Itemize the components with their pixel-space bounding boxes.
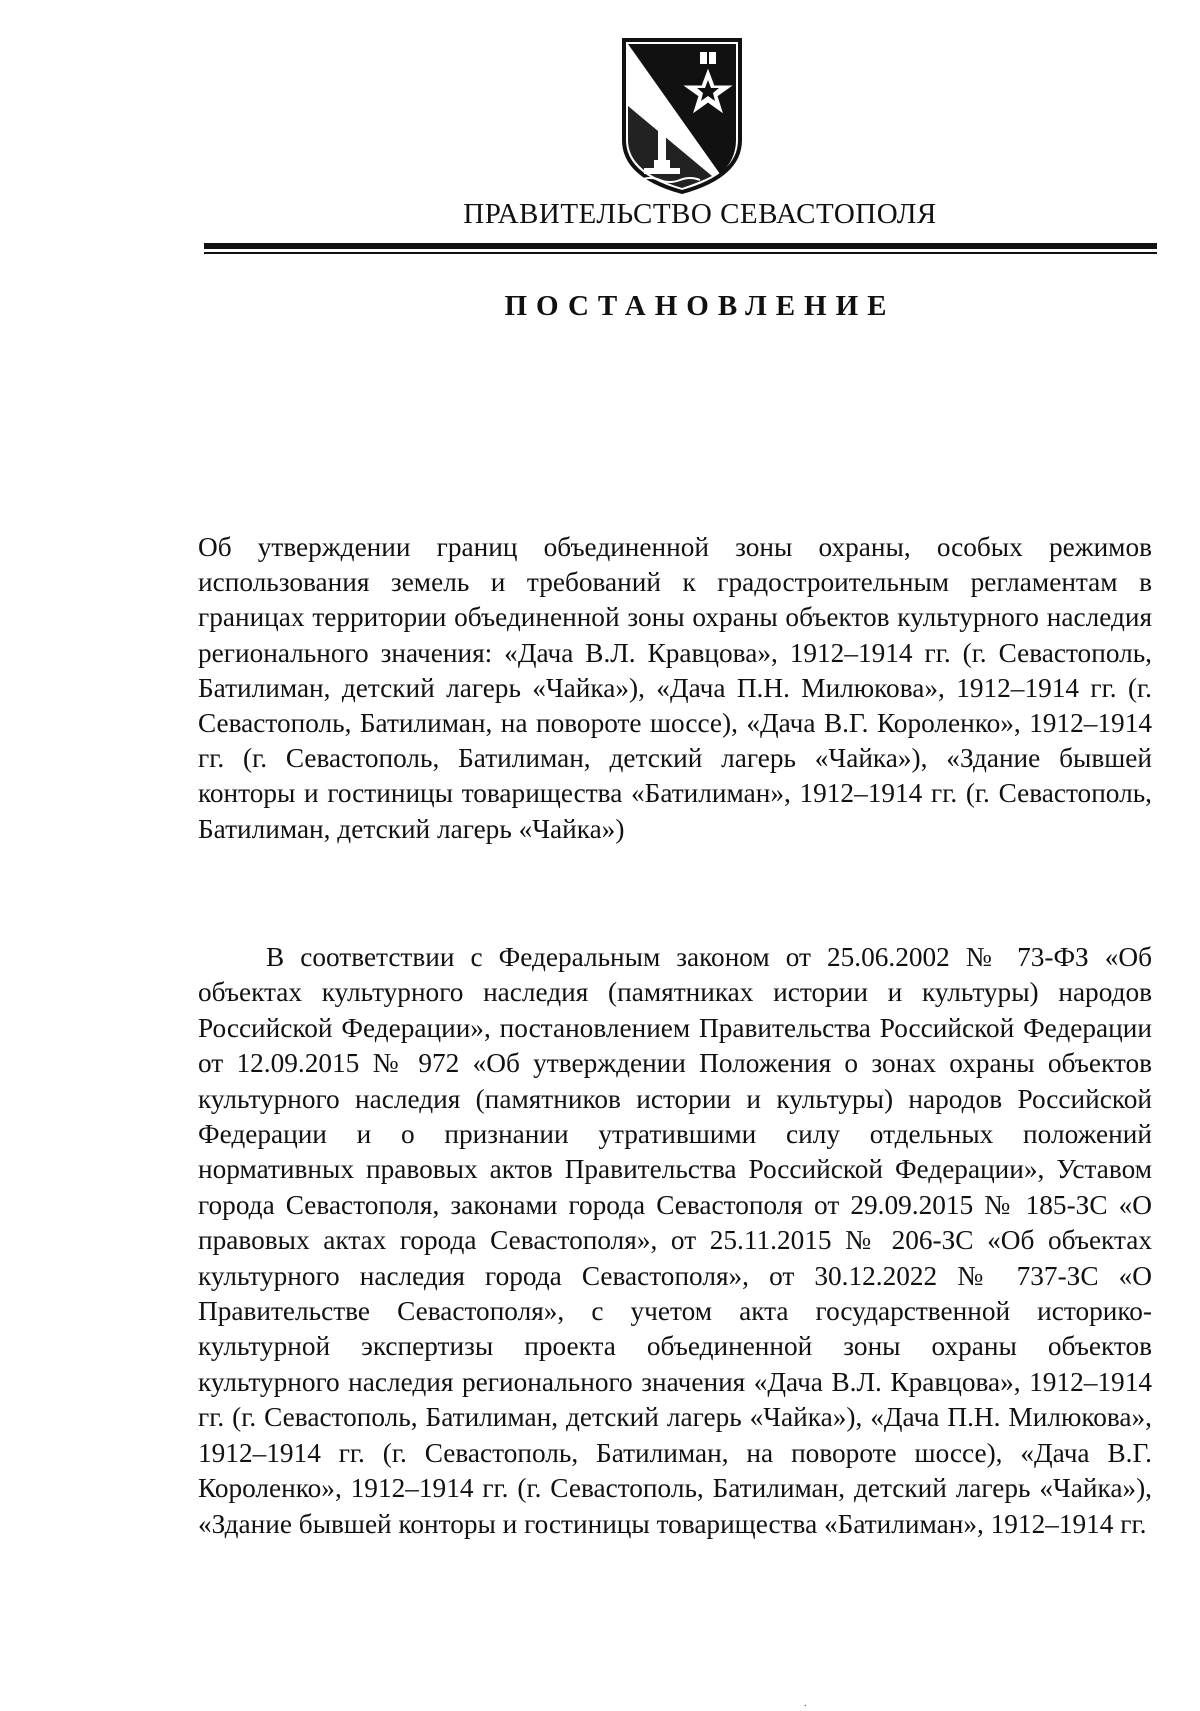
header-divider-thick <box>204 243 1157 249</box>
issuing-authority: ПРАВИТЕЛЬСТВО СЕВАСТОПОЛЯ <box>463 198 937 230</box>
document-type-title: ПОСТАНОВЛЕНИЕ <box>504 290 896 322</box>
document-body-paragraph: В соответствии с Федеральным законом от 25.06.2002 № 73-ФЗ «Об объектах культурного наследия (памятниках истории и культуры) народов Российской Федерации», постановлением Правительства Российской Федерации от 12.09.2015 № 972 «Об утверждении Положения о зонах охраны объектов культурного наследия (памятников истории и культуры) народов Российской Федерации и о признании утратившими силу отдельных положений нормативных правовых актов Правительства Российской Федерации», Уставом города Севастополя, законами города Севастополя от 29.09.2015 № 185-ЗС «О правовых актах города Севастополя», от 25.11.2015 № 206-ЗС «Об объектах культурного наследия города Севастополя», от 30.12.2022 № 737-ЗС «О Правительстве Севастополя», с учетом акта государственной историко-культурной экспертизы проекта объединенной зоны охраны объектов культурного наследия регионального значения «Дача В.Л. Кравцова», 1912–1914 гг. (г. Севастополь, Батилиман, детский лагерь «Чайка»), «Дача П.Н. Милюкова», 1912–1914 гг. (г. Севастополь, Батилиман, на повороте шоссе), «Дача В.Г. Короленко», 1912–1914 гг. (г. Севастополь, Батилиман, детский лагерь «Чайка»), «Здание бывшей конторы и гостиницы товарищества «Батилиман», 1912–1914 гг. <box>198 942 1152 1539</box>
page-mark: . <box>804 1697 807 1709</box>
document-subject: Об утверждении границ объединенной зоны охраны, особых режимов использования земель и требований к градостроительным регламентам в границах территории объединенной зоны охраны объектов культурного наследия регионального значения: «Дача В.Л. Кравцова», 1912–1914 гг. (г. Севастополь, Батилиман, детский лагерь «Чайка»), «Дача П.Н. Милюкова», 1912–1914 гг. (г. Севастополь, Батилиман, на повороте шоссе), «Дача В.Г. Короленко», 1912–1914 гг. (г. Севастополь, Батилиман, детский лагерь «Чайка»), «Здание бывшей конторы и гостиницы товарищества «Батилиман», 1912–1914 гг. (г. Севастополь, Батилиман, детский лагерь «Чайка») <box>198 532 1152 844</box>
header-divider-thin <box>204 252 1157 254</box>
coat-of-arms-graphic <box>620 36 744 196</box>
coat-of-arms-icon <box>620 36 744 196</box>
